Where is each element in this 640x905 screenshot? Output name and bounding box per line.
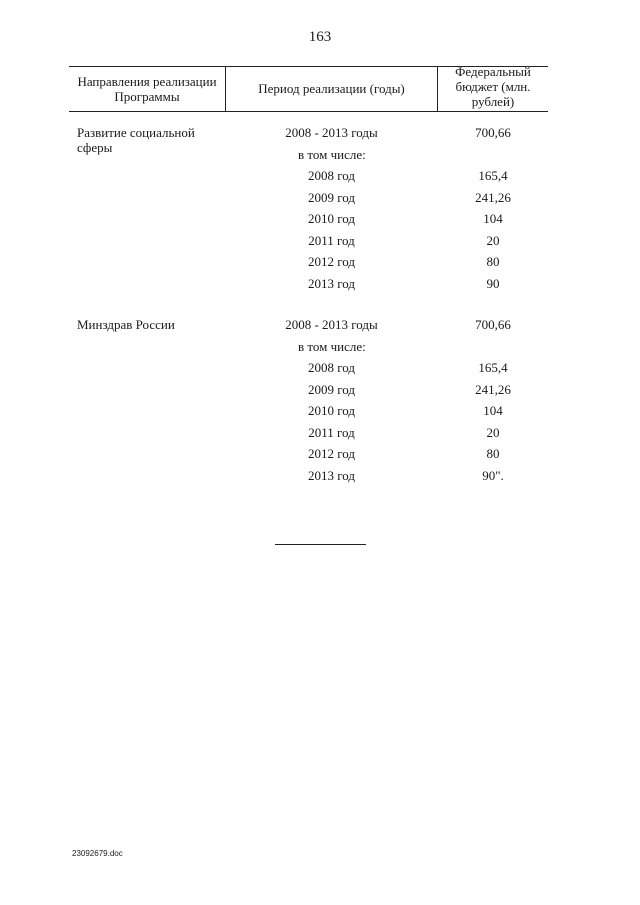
table-row	[0, 360, 640, 382]
table-row	[0, 190, 640, 212]
footer-rule	[275, 544, 366, 545]
row-period: 2008 - 2013 годы	[285, 125, 378, 140]
table-row	[0, 211, 640, 233]
row-period: 2011 год	[308, 233, 355, 248]
table-row	[0, 382, 640, 404]
row-amount: 80	[486, 254, 500, 269]
row-amount: 700,66	[475, 317, 511, 332]
table-row	[0, 339, 640, 361]
table-row	[0, 168, 640, 190]
row-period: в том числе:	[298, 339, 366, 354]
row-period: 2008 год	[308, 168, 355, 183]
row-amount: 20	[486, 233, 500, 248]
section-direction: Минздрав России	[77, 317, 175, 332]
row-period: 2010 год	[308, 211, 355, 226]
table-row	[0, 446, 640, 468]
header-direction: Направления реализации Программы	[77, 73, 217, 104]
row-amount: 165,4	[478, 360, 508, 375]
table-row	[0, 317, 640, 339]
row-amount: 700,66	[475, 125, 511, 140]
page-number: 163	[308, 29, 332, 45]
row-amount: 90".	[482, 468, 504, 483]
row-amount: 90	[486, 276, 500, 291]
row-period: 2012 год	[308, 446, 355, 461]
row-period: 2013 год	[308, 468, 355, 483]
row-amount: 241,26	[475, 190, 511, 205]
table-row	[0, 125, 640, 147]
table-row	[0, 276, 640, 298]
header-period: Период реализации (годы)	[258, 81, 405, 96]
table-row	[0, 147, 640, 169]
row-amount: 20	[486, 425, 500, 440]
section-direction: Развитие социальной сферы	[77, 125, 195, 155]
row-period: 2010 год	[308, 403, 355, 418]
row-amount: 241,26	[475, 382, 511, 397]
row-period: 2011 год	[308, 425, 355, 440]
table-row	[0, 468, 640, 490]
table-row	[0, 403, 640, 425]
header-budget: Федеральный бюджет (млн. рублей)	[455, 64, 531, 109]
row-period: в том числе:	[298, 147, 366, 162]
row-period: 2009 год	[308, 190, 355, 205]
row-amount: 104	[483, 403, 503, 418]
row-amount: 165,4	[478, 168, 508, 183]
header-bottom-rule	[69, 111, 548, 112]
table-row	[0, 254, 640, 276]
row-period: 2008 год	[308, 360, 355, 375]
row-period: 2013 год	[308, 276, 355, 291]
row-period: 2009 год	[308, 382, 355, 397]
document-id: 23092679.doc	[72, 849, 123, 858]
row-amount: 80	[486, 446, 500, 461]
row-period: 2012 год	[308, 254, 355, 269]
row-period: 2008 - 2013 годы	[285, 317, 378, 332]
table-row	[0, 233, 640, 255]
table-row	[0, 425, 640, 447]
row-amount: 104	[483, 211, 503, 226]
